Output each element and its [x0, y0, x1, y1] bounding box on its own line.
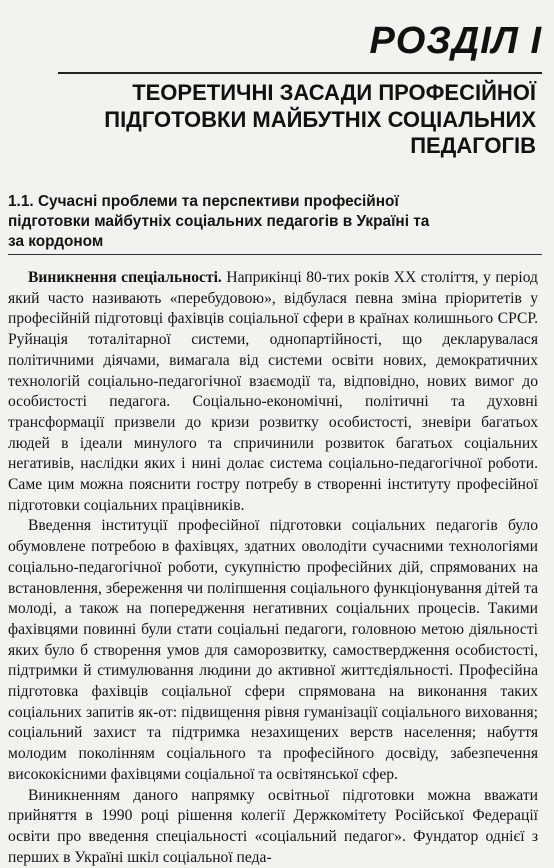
paragraph-lead-term: Виникнення спеціальності.: [28, 269, 222, 286]
chapter-title: РОЗДІЛ І: [369, 20, 542, 62]
paragraph-1-text: Наприкінці 80-тих років XX століття, у період який часто називають «перебудовою», відбулася певна зміна пріоритетів у професійній підготовці фахівців соціальної сфери в країнах колишнього СРСР. Руйнація тоталітарної системи, однопартійності, що декларувалася політичними діячами, вимагала від системи освіти нових, демократичних технологій соціально-педагогічної взаємодії та, відповідно, нових вимог до особистості педагога. Соціально-економічні, політичні та духовні трансформації призвели до кризи розвитку особистості, зневіри багатьох людей в ідеали минулого та спричинили розвиток багатьох соціальних негативів, наслідки яких і нині долає система соціально-педагогічної роботи. Саме цим можна пояснити гостру потребу в створенні інституту професійної підготовки соціальних працівників.: [8, 269, 538, 514]
chapter-divider: [58, 72, 542, 74]
chapter-subtitle: ТЕОРЕТИЧНІ ЗАСАДИ ПРОФЕСІЙНОЇ ПІДГОТОВКИ МАЙБУТНІХ СОЦІАЛЬНИХ ПЕДАГОГІВ: [104, 80, 536, 158]
section-divider: [8, 254, 542, 255]
body-text: [8, 268, 538, 868]
paragraph-2: Введення інституції професійної підготовки соціальних педагогів було обумовлене потребою в фахівцях, здатних оволодіти сучасними технологіями соціально-педагогічної роботи, сукупністю професійних дій, спрямованих на встановлення, збереження чи поліпшення соціального функціонування дітей та молоді, а також на попередження негативних соціальних процесів. Такими фахівцями повинні були стати соціальні педагоги, головною метою діяльності яких було б створення умов для саморозвитку, самоствердження особистості, підтримки й стимулювання людини до активної життєдіяльності. Професійна підготовка фахівців соціальної сфери спрямована на виконання таких соціальних запитів як-от: підвищення рівня гуманізації соціального виховання; соціальний захист та підтримка незахищених верств населення; набуття молодим поколінням соціального та професійного досвіду, забезпечення висококісними фахівцями соціальної та освітянської сфер.: [8, 517, 538, 783]
paragraph-1: [8, 268, 538, 516]
section-heading: 1.1. Сучасні проблеми та перспективи професійної підготовки майбутніх соціальних педагогів в Україні та за кордоном: [8, 193, 430, 250]
paragraph-3: Виникненням даного напрямку освітньої підготовки можна вважати прийняття в 1990 році рішення колегії Держкомітету Російської Федерації освіти про введення спеціальності «соціальний педагог». Фундатор однієї з перших в Україні шкіл соціальної педа-: [8, 786, 538, 866]
